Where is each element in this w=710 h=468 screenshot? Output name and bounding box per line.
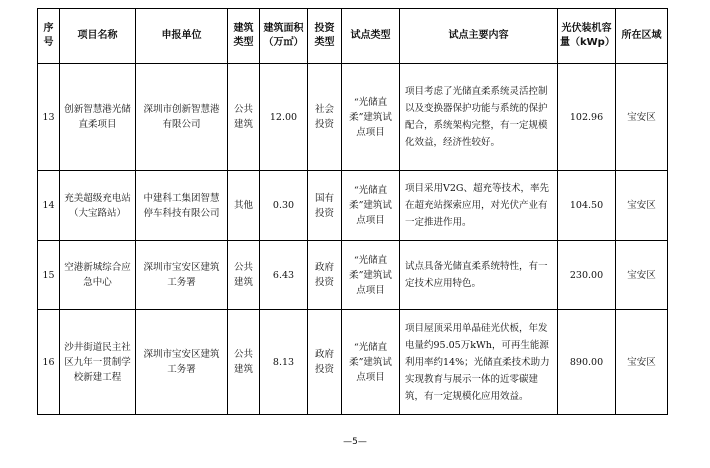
page-number: —5—: [343, 437, 367, 447]
cell-applicant: 中建科工集团智慧停车科技有限公司: [136, 171, 228, 241]
cell-pilot-type: “光储直柔”建筑试点项目: [342, 171, 400, 241]
cell-no: 16: [38, 310, 60, 415]
cell-building-type: 公共建筑: [228, 241, 260, 310]
cell-applicant: 深圳市宝安区建筑工务署: [136, 310, 228, 415]
cell-investment-type: 政府投资: [308, 310, 342, 415]
header-pv-capacity: 光伏装机容量（kWp）: [558, 9, 616, 64]
cell-pv-capacity: 102.96: [558, 64, 616, 171]
pilot-projects-table: [37, 8, 668, 415]
cell-region: 宝安区: [616, 241, 668, 310]
cell-region: 宝安区: [616, 171, 668, 241]
cell-project-name: 充美超级充电站（大宝路站）: [60, 171, 136, 241]
cell-pv-capacity: 230.00: [558, 241, 616, 310]
cell-pv-capacity: 890.00: [558, 310, 616, 415]
cell-no: 15: [38, 241, 60, 310]
cell-applicant: 深圳市创新智慧港有限公司: [136, 64, 228, 171]
header-applicant: 申报单位: [136, 9, 228, 64]
cell-project-name: 空港新城综合应急中心: [60, 241, 136, 310]
cell-main-content: 项目屋顶采用单晶硅光伏板，年发电量约95.05万kWh，可再生能源利用率约14%；光储直柔技术助力实现教育与展示一体的近零碳建筑，有一定规模化应用效益。: [400, 310, 558, 415]
table-row: [38, 310, 668, 415]
cell-no: 13: [38, 64, 60, 171]
cell-building-type: 公共建筑: [228, 310, 260, 415]
table-header-row: [38, 9, 668, 64]
table-row: [38, 171, 668, 241]
cell-main-content: 试点具备光储直柔系统特性，有一定技术应用特色。: [400, 241, 558, 310]
cell-area: 0.30: [260, 171, 308, 241]
cell-investment-type: 国有投资: [308, 171, 342, 241]
cell-region: 宝安区: [616, 64, 668, 171]
header-project-name: 项目名称: [60, 9, 136, 64]
cell-pilot-type: “光储直柔”建筑试点项目: [342, 64, 400, 171]
table-row: [38, 64, 668, 171]
header-building-type: 建筑类型: [228, 9, 260, 64]
cell-project-name: 沙井街道民主社区九年一贯制学校新建工程: [60, 310, 136, 415]
cell-area: 6.43: [260, 241, 308, 310]
cell-investment-type: 政府投资: [308, 241, 342, 310]
cell-pilot-type: “光储直柔”建筑试点项目: [342, 310, 400, 415]
cell-area: 8.13: [260, 310, 308, 415]
cell-main-content: 项目采用V2G、超充等技术，率先在超充站探索应用，对光伏产业有一定推进作用。: [400, 171, 558, 241]
header-pilot-type: 试点类型: [342, 9, 400, 64]
cell-no: 14: [38, 171, 60, 241]
cell-region: 宝安区: [616, 310, 668, 415]
header-investment-type: 投资类型: [308, 9, 342, 64]
cell-investment-type: 社会投资: [308, 64, 342, 171]
cell-pilot-type: “光储直柔”建筑试点项目: [342, 241, 400, 310]
cell-project-name: 创新智慧港光储直柔项目: [60, 64, 136, 171]
cell-pv-capacity: 104.50: [558, 171, 616, 241]
cell-main-content: 项目考虑了光储直柔系统灵活控制以及变换器保护功能与系统的保护配合，系统架构完整，有一定规模化效益，经济性较好。: [400, 64, 558, 171]
table-row: [38, 241, 668, 310]
cell-area: 12.00: [260, 64, 308, 171]
cell-building-type: 公共建筑: [228, 64, 260, 171]
cell-applicant: 深圳市宝安区建筑工务署: [136, 241, 228, 310]
header-no: 序号: [38, 9, 60, 64]
header-main-content: 试点主要内容: [400, 9, 558, 64]
header-region: 所在区域: [616, 9, 668, 64]
cell-building-type: 其他: [228, 171, 260, 241]
header-area: 建筑面积（万㎡）: [260, 9, 308, 64]
